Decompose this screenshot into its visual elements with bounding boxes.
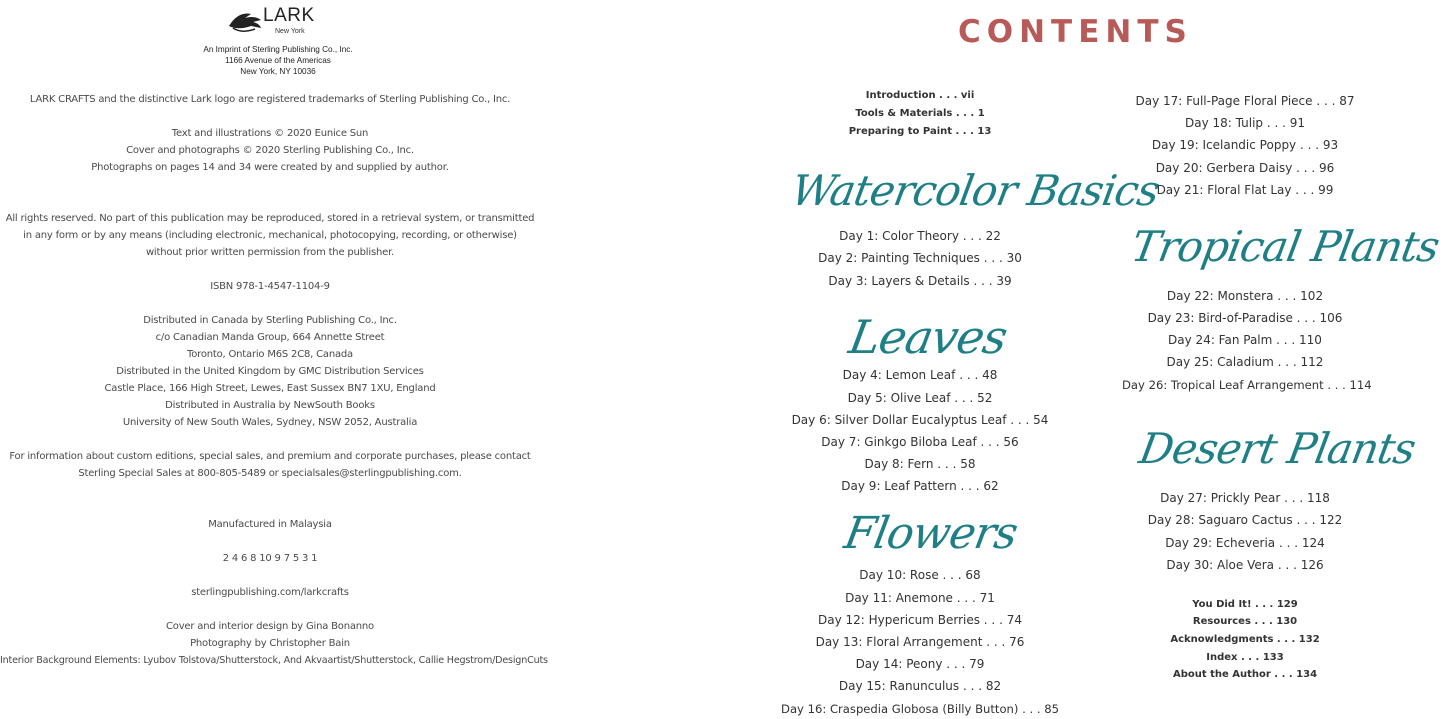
toc-entry: Day 19: Icelandic Poppy . . . 93 — [1151, 138, 1339, 152]
distribution-line: Castle Place, 166 High Street, Lewes, East Sussex BN7 1XU, England — [104, 383, 436, 394]
imprint-address — [140, 44, 416, 77]
copyright-line: Text and illustrations © 2020 Eunice Sun — [171, 128, 369, 139]
website-line: sterlingpublishing.com/larkcrafts — [191, 587, 349, 598]
toc-entry: Day 24: Fan Palm . . . 110 — [1168, 333, 1322, 347]
copyright-line: Photographs on pages 14 and 34 were created by and supplied by author. — [91, 162, 449, 173]
toc-entry: You Did It! . . . 129 — [1192, 599, 1298, 610]
toc-entry: Day 29: Echeveria . . . 124 — [1165, 536, 1325, 550]
toc-entry: Day 11: Anemone . . . 71 — [845, 591, 995, 605]
toc-entry: Index . . . 133 — [1206, 652, 1284, 663]
toc-entry: Day 20: Gerbera Daisy . . . 96 — [1155, 161, 1335, 175]
toc-entry: Day 15: Ranunculus . . . 82 — [838, 679, 1002, 693]
toc-entry: Day 22: Monstera . . . 102 — [1166, 289, 1324, 303]
toc-entry: Day 25: Caladium . . . 112 — [1166, 355, 1324, 369]
toc-entry: Day 8: Fern . . . 58 — [864, 457, 976, 471]
distribution-line: University of New South Wales, Sydney, NSW 2052, Australia — [122, 417, 418, 428]
distribution-line: Distributed in Australia by NewSouth Books — [165, 400, 375, 411]
toc-entry: About the Author . . . 134 — [1172, 669, 1318, 680]
credit-line: Photography by Christopher Bain — [190, 638, 350, 649]
credit-line: Cover and interior design by Gina Bonanno — [166, 621, 374, 632]
toc-entry: Day 9: Leaf Pattern . . . 62 — [841, 479, 999, 493]
distribution-line: c/o Canadian Manda Group, 664 Annette Street — [155, 332, 385, 343]
section-heading-flowers: Flowers — [840, 508, 1021, 559]
toc-entry: Day 17: Full-Page Floral Piece . . . 87 — [1135, 94, 1355, 108]
logo-name: LARK — [263, 5, 315, 26]
toc-entry: Day 27: Prickly Pear . . . 118 — [1160, 491, 1330, 505]
rights-line: in any form or by any means (including electronic, mechanical, photocopying, recording, or otherwise) — [23, 230, 517, 241]
section-heading-watercolor: Watercolor Basics — [787, 166, 1163, 215]
distribution-line: Distributed in Canada by Sterling Publishing Co., Inc. — [143, 315, 397, 326]
printing-line: 2 4 6 8 10 9 7 5 3 1 — [222, 553, 318, 564]
distribution-line: Distributed in the United Kingdom by GMC Distribution Services — [116, 366, 424, 377]
rights-line: without prior written permission from the publisher. — [145, 247, 395, 258]
imprint-line: 1166 Avenue of the Americas — [225, 56, 331, 65]
toc-entry: Acknowledgments . . . 132 — [1170, 634, 1320, 645]
toc-entry: Resources . . . 130 — [1192, 616, 1298, 627]
trademark-line: LARK CRAFTS and the distinctive Lark logo are registered trademarks of Sterling Publishing Co., Inc. — [29, 94, 511, 105]
toc-entry: Day 21: Floral Flat Lay . . . 99 — [1156, 183, 1334, 197]
logo-city: New York — [275, 28, 305, 35]
toc-entry: Day 10: Rose . . . 68 — [859, 568, 981, 582]
toc-entry: Day 7: Ginkgo Biloba Leaf . . . 56 — [821, 435, 1019, 449]
section-heading-tropical: Tropical Plants — [1127, 222, 1443, 271]
toc-entry: Day 2: Painting Techniques . . . 30 — [818, 251, 1022, 265]
toc-entry: Preparing to Paint . . . 13 — [848, 126, 992, 137]
toc-entry: Day 14: Peony . . . 79 — [855, 657, 985, 671]
copyright-page — [0, 0, 548, 719]
credit-line: Interior Background Elements: Lyubov Tolstova/Shutterstock, And Akvaartist/Shutterstock, Callie Hegstrom/DesignCuts — [0, 655, 548, 666]
toc-entry: Day 12: Hypericum Berries . . . 74 — [818, 613, 1022, 627]
toc-entry: Day 18: Tulip . . . 91 — [1184, 116, 1305, 130]
toc-entry: Day 5: Olive Leaf . . . 52 — [847, 391, 993, 405]
sales-line: Sterling Special Sales at 800-805-5489 or specialsales@sterlingpublishing.com. — [78, 468, 462, 479]
toc-entry: Day 3: Layers & Details . . . 39 — [828, 274, 1012, 288]
toc-entry: Day 23: Bird-of-Paradise . . . 106 — [1147, 311, 1343, 325]
distribution-line: Toronto, Ontario M6S 2C8, Canada — [187, 349, 353, 360]
copyright-line: Cover and photographs © 2020 Sterling Publishing Co., Inc. — [126, 145, 414, 156]
isbn-line: ISBN 978-1-4547-1104-9 — [210, 281, 330, 292]
imprint-line: An Imprint of Sterling Publishing Co., Inc. — [203, 45, 353, 54]
toc-entry: Day 13: Floral Arrangement . . . 76 — [815, 635, 1025, 649]
section-heading-desert: Desert Plants — [1135, 424, 1419, 473]
toc-entry: Introduction . . . vii — [865, 90, 975, 101]
sales-line: For information about custom editions, special sales, and premium and corporate purchases, please contact — [9, 451, 531, 462]
toc-entry: Day 16: Craspedia Globosa (Billy Button) . . . 85 — [781, 702, 1059, 716]
imprint-line: New York, NY 10036 — [240, 67, 316, 76]
contents-title: CONTENTS — [958, 14, 1193, 50]
toc-entry: Day 1: Color Theory . . . 22 — [839, 229, 1001, 243]
rights-line: All rights reserved. No part of this publication may be reproduced, stored in a retrieval system, or transmitted — [5, 213, 535, 224]
toc-entry: Day 30: Aloe Vera . . . 126 — [1166, 558, 1324, 572]
section-heading-leaves: Leaves — [845, 310, 1011, 364]
toc-entry: Day 6: Silver Dollar Eucalyptus Leaf . . . 54 — [791, 413, 1049, 427]
toc-entry: Tools & Materials . . . 1 — [855, 108, 985, 119]
manufactured-line: Manufactured in Malaysia — [208, 519, 332, 530]
toc-entry: Day 4: Lemon Leaf . . . 48 — [842, 368, 998, 382]
toc-entry: Day 26: Tropical Leaf Arrangement . . . 114 — [1122, 378, 1372, 392]
toc-entry: Day 28: Saguaro Cactus . . . 122 — [1147, 513, 1343, 527]
